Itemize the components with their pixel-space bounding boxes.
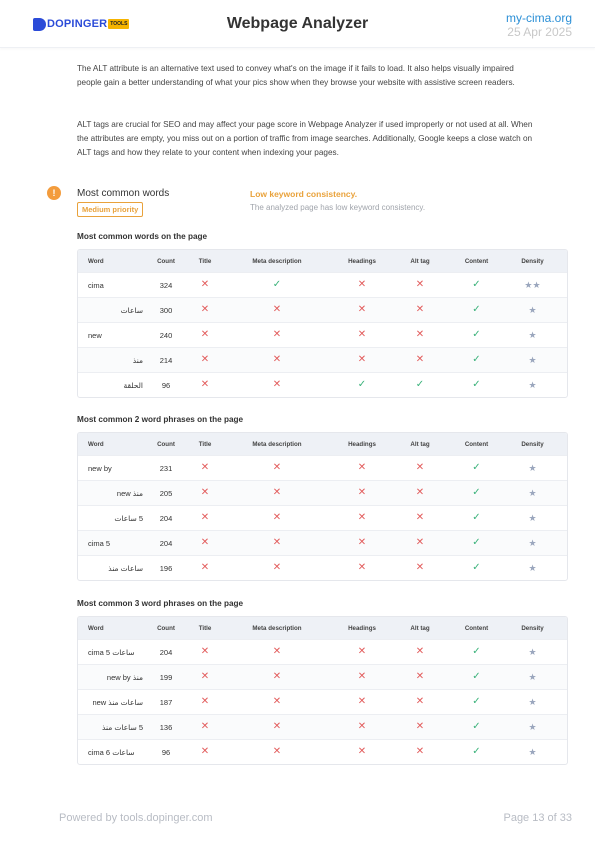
cross-icon: ✕: [415, 304, 425, 315]
cell-content: [449, 563, 504, 573]
cell-count: 214: [159, 355, 173, 365]
table-header-row: [78, 433, 567, 455]
cell-word: 5 ساعات: [114, 513, 143, 523]
cross-icon: ✕: [357, 721, 367, 732]
cell-count: 240: [159, 330, 173, 340]
column-header-word: Word: [88, 624, 104, 632]
cell-density: [504, 723, 561, 732]
cell-headings: [333, 697, 391, 707]
cross-icon: ✕: [200, 646, 210, 657]
cell-content: [449, 305, 504, 315]
cross-icon: ✕: [415, 512, 425, 523]
cell-content: [449, 722, 504, 732]
cell-meta-description: [221, 280, 333, 290]
cell-word: cima 5 ساعات: [88, 647, 135, 657]
cell-headings: [333, 305, 391, 315]
cross-icon: ✕: [200, 746, 210, 757]
cell-alt-tag: [391, 647, 449, 657]
table-row: [78, 739, 567, 764]
table-row: [78, 639, 567, 664]
check-icon: ✓: [472, 562, 481, 573]
column-header-alt-tag: Alt tag: [410, 257, 430, 265]
keyword-consistency-title: Low keyword consistency.: [250, 189, 358, 199]
page-header: [0, 0, 595, 48]
cell-density: [504, 673, 561, 682]
cross-icon: ✕: [415, 487, 425, 498]
cross-icon: ✕: [272, 487, 282, 498]
check-icon: ✓: [472, 646, 481, 657]
footer-powered-by[interactable]: Powered by tools.dopinger.com: [59, 812, 213, 824]
intro-paragraph-2: ALT tags are crucial for SEO and may affect your page score in Webpage Analyzer if used improperly or not used at all. When the attributes are empty, you miss out on a portion of traffic from image searches. Additionally, Google keeps a close watch on ALT tags and how they relate to your content when indexing your pages.: [77, 120, 533, 157]
cell-word: ساعات منذ: [108, 563, 143, 573]
cell-density: [504, 306, 561, 315]
check-icon: ✓: [472, 354, 481, 365]
cell-meta-description: [221, 355, 333, 365]
cross-icon: ✕: [200, 487, 210, 498]
cross-icon: ✕: [415, 746, 425, 757]
cell-count: 204: [159, 513, 173, 523]
cross-icon: ✕: [200, 379, 210, 390]
footer-page-number: Page 13 of 33: [503, 812, 572, 824]
check-icon: ✓: [472, 487, 481, 498]
column-header-content: Content: [464, 440, 489, 448]
cell-count: 204: [159, 538, 173, 548]
cell-title: [189, 280, 221, 290]
cell-content: [449, 513, 504, 523]
cell-density: [504, 381, 561, 390]
column-header-title: Title: [198, 624, 212, 632]
cell-meta-description: [221, 538, 333, 548]
cell-alt-tag: [391, 355, 449, 365]
cross-icon: ✕: [200, 329, 210, 340]
cell-content: [449, 747, 504, 757]
cell-density: [504, 464, 561, 473]
cell-alt-tag: [391, 697, 449, 707]
section-title: Most common words: [77, 188, 170, 199]
cross-icon: ✕: [200, 537, 210, 548]
cell-word: cima 6 ساعات: [88, 747, 135, 757]
table-row: [78, 714, 567, 739]
cell-content: [449, 488, 504, 498]
cell-alt-tag: [391, 280, 449, 290]
cell-title: [189, 647, 221, 657]
column-header-headings: Headings: [348, 624, 376, 632]
star-icon: ★: [528, 354, 537, 365]
cell-word: new: [88, 330, 102, 340]
column-header-count: Count: [157, 624, 175, 632]
cell-alt-tag: [391, 722, 449, 732]
cross-icon: ✕: [357, 329, 367, 340]
cell-content: [449, 330, 504, 340]
table-row: [78, 530, 567, 555]
cross-icon: ✕: [272, 304, 282, 315]
star-icon: ★: [528, 721, 537, 732]
cell-meta-description: [221, 647, 333, 657]
page-title: Webpage Analyzer: [226, 15, 369, 32]
cross-icon: ✕: [200, 721, 210, 732]
star-icon: ★: [528, 696, 537, 707]
cell-alt-tag: [391, 488, 449, 498]
cross-icon: ✕: [357, 462, 367, 473]
cell-title: [189, 722, 221, 732]
cell-title: [189, 380, 221, 390]
cell-count: 96: [161, 380, 171, 390]
column-header-density: Density: [521, 440, 544, 448]
cell-count: 96: [161, 747, 171, 757]
report-date: 25 Apr 2025: [507, 25, 572, 39]
cross-icon: ✕: [272, 354, 282, 365]
table-row: [78, 555, 567, 580]
cross-icon: ✕: [272, 329, 282, 340]
table-heading-3-word: Most common 3 word phrases on the page: [77, 599, 244, 608]
cell-headings: [333, 463, 391, 473]
column-header-headings: Headings: [348, 440, 376, 448]
table-row: [78, 505, 567, 530]
column-header-count: Count: [157, 257, 175, 265]
column-header-word: Word: [88, 440, 104, 448]
cell-count: 187: [159, 697, 173, 707]
star-icon: ★: [528, 746, 537, 757]
cell-word: منذ new: [116, 488, 143, 498]
cross-icon: ✕: [415, 721, 425, 732]
cell-density: [504, 648, 561, 657]
cell-count: 205: [159, 488, 173, 498]
cross-icon: ✕: [415, 462, 425, 473]
cross-icon: ✕: [272, 721, 282, 732]
cell-count: 324: [159, 280, 173, 290]
cell-word: cima 5: [88, 538, 111, 548]
cell-title: [189, 355, 221, 365]
table-3-word-phrases: [77, 616, 568, 765]
check-icon: ✓: [472, 696, 481, 707]
cross-icon: ✕: [415, 354, 425, 365]
cell-meta-description: [221, 463, 333, 473]
cell-meta-description: [221, 488, 333, 498]
cell-headings: [333, 488, 391, 498]
star-icon: ★: [528, 462, 537, 473]
check-icon: ✓: [472, 512, 481, 523]
column-header-headings: Headings: [348, 257, 376, 265]
cell-alt-tag: [391, 672, 449, 682]
cell-meta-description: [221, 380, 333, 390]
cell-title: [189, 488, 221, 498]
cell-meta-description: [221, 697, 333, 707]
table-heading-2-word: Most common 2 word phrases on the page: [77, 415, 244, 424]
column-header-alt-tag: Alt tag: [410, 440, 430, 448]
star-icon: ★: [528, 379, 537, 390]
cell-headings: [333, 380, 391, 390]
table-header-row: [78, 250, 567, 272]
check-icon: ✓: [472, 304, 481, 315]
star-icon: ★: [528, 512, 537, 523]
cell-title: [189, 538, 221, 548]
cross-icon: ✕: [200, 671, 210, 682]
cell-title: [189, 513, 221, 523]
cell-count: 204: [159, 647, 173, 657]
cross-icon: ✕: [415, 696, 425, 707]
cell-density: [504, 564, 561, 573]
cross-icon: ✕: [200, 279, 210, 290]
column-header-title: Title: [198, 440, 212, 448]
check-icon: ✓: [472, 537, 481, 548]
cell-alt-tag: [391, 330, 449, 340]
cell-title: [189, 305, 221, 315]
site-link[interactable]: my-cima.org: [505, 11, 572, 25]
star-icon: ★: [528, 304, 537, 315]
star-icon: ★: [528, 329, 537, 340]
table-row: [78, 480, 567, 505]
check-icon: ✓: [472, 329, 481, 340]
cell-word: ساعات: [120, 305, 143, 315]
cell-meta-description: [221, 563, 333, 573]
cross-icon: ✕: [357, 512, 367, 523]
cell-meta-description: [221, 305, 333, 315]
cell-meta-description: [221, 513, 333, 523]
cell-content: [449, 672, 504, 682]
cross-icon: ✕: [357, 746, 367, 757]
cell-density: [504, 489, 561, 498]
cross-icon: ✕: [415, 329, 425, 340]
table-row: [78, 297, 567, 322]
star-icon: ★: [528, 562, 537, 573]
cell-headings: [333, 513, 391, 523]
column-header-content: Content: [464, 257, 489, 265]
cell-headings: [333, 538, 391, 548]
check-icon: ✓: [472, 379, 481, 390]
cross-icon: ✕: [415, 671, 425, 682]
star-icon: ★: [528, 646, 537, 657]
cell-word: cima: [88, 280, 104, 290]
cell-headings: [333, 647, 391, 657]
cell-density: [504, 331, 561, 340]
cross-icon: ✕: [415, 646, 425, 657]
cell-word: ساعات منذ new: [92, 697, 143, 707]
cross-icon: ✕: [272, 512, 282, 523]
cell-word: منذ: [132, 355, 143, 365]
cell-word: 5 ساعات منذ: [102, 722, 143, 732]
cell-headings: [333, 330, 391, 340]
check-icon: ✓: [472, 721, 481, 732]
cross-icon: ✕: [200, 696, 210, 707]
table-common-words: [77, 249, 568, 398]
cell-headings: [333, 672, 391, 682]
cross-icon: ✕: [357, 562, 367, 573]
check-icon: ✓: [415, 379, 425, 390]
intro-paragraph-1: The ALT attribute is an alternative text used to convey what's on the image if it fails to load. It also helps visually impaired people gain a better understanding of what your pics show when they browse your website with assistive screen readers.: [77, 64, 515, 87]
check-icon: ✓: [472, 671, 481, 682]
star-icon: ★: [528, 537, 537, 548]
keyword-consistency-desc: The analyzed page has low keyword consistency.: [250, 203, 426, 212]
table-2-word-phrases: [77, 432, 568, 581]
cell-content: [449, 355, 504, 365]
cell-headings: [333, 563, 391, 573]
cell-density: [504, 539, 561, 548]
cell-title: [189, 697, 221, 707]
cross-icon: ✕: [272, 379, 282, 390]
cell-count: 136: [159, 722, 173, 732]
cross-icon: ✕: [272, 562, 282, 573]
star-icon: ★★: [524, 279, 541, 290]
cross-icon: ✕: [415, 537, 425, 548]
check-icon: ✓: [472, 279, 481, 290]
cell-density: [504, 748, 561, 757]
cross-icon: ✕: [415, 279, 425, 290]
cell-headings: [333, 280, 391, 290]
column-header-meta-description: Meta description: [252, 440, 302, 448]
table-row: [78, 689, 567, 714]
cell-title: [189, 747, 221, 757]
cross-icon: ✕: [272, 746, 282, 757]
cell-density: [504, 698, 561, 707]
warning-icon: !: [47, 186, 61, 200]
cross-icon: ✕: [357, 304, 367, 315]
column-header-alt-tag: Alt tag: [410, 624, 430, 632]
cell-title: [189, 330, 221, 340]
cross-icon: ✕: [200, 512, 210, 523]
table-row: [78, 272, 567, 297]
cell-word: منذ new by: [106, 672, 143, 682]
column-header-meta-description: Meta description: [252, 624, 302, 632]
check-icon: ✓: [472, 462, 481, 473]
table-row: [78, 322, 567, 347]
cell-count: 231: [159, 463, 173, 473]
logo-text: DOPINGER: [47, 18, 108, 30]
cell-alt-tag: [391, 563, 449, 573]
cell-alt-tag: [391, 513, 449, 523]
column-header-content: Content: [464, 624, 489, 632]
star-icon: ★: [528, 671, 537, 682]
cell-title: [189, 563, 221, 573]
cross-icon: ✕: [357, 537, 367, 548]
column-header-density: Density: [521, 624, 544, 632]
logo-badge: TOOLS: [110, 21, 128, 27]
cell-title: [189, 463, 221, 473]
cross-icon: ✕: [272, 646, 282, 657]
cell-alt-tag: [391, 538, 449, 548]
cross-icon: ✕: [272, 462, 282, 473]
table-header-row: [78, 617, 567, 639]
table-row: [78, 664, 567, 689]
cross-icon: ✕: [357, 646, 367, 657]
cell-count: 199: [159, 672, 173, 682]
cell-alt-tag: [391, 380, 449, 390]
table-row: [78, 455, 567, 480]
cell-meta-description: [221, 330, 333, 340]
table-row: [78, 347, 567, 372]
cell-meta-description: [221, 672, 333, 682]
cross-icon: ✕: [200, 562, 210, 573]
cross-icon: ✕: [357, 279, 367, 290]
cell-word: new by: [88, 463, 112, 473]
cell-count: 300: [159, 305, 173, 315]
cross-icon: ✕: [272, 671, 282, 682]
cell-meta-description: [221, 747, 333, 757]
cell-count: 196: [159, 563, 173, 573]
cell-content: [449, 647, 504, 657]
column-header-title: Title: [198, 257, 212, 265]
table-heading-words: Most common words on the page: [77, 232, 208, 241]
cross-icon: ✕: [357, 671, 367, 682]
cross-icon: ✕: [200, 462, 210, 473]
cross-icon: ✕: [357, 487, 367, 498]
cell-title: [189, 672, 221, 682]
column-header-count: Count: [157, 440, 175, 448]
column-header-density: Density: [521, 257, 544, 265]
column-header-meta-description: Meta description: [252, 257, 302, 265]
cross-icon: ✕: [200, 304, 210, 315]
priority-badge: Medium priority: [77, 202, 143, 217]
cell-content: [449, 538, 504, 548]
check-icon: ✓: [272, 279, 282, 290]
cell-alt-tag: [391, 305, 449, 315]
cell-density: [504, 356, 561, 365]
cross-icon: ✕: [272, 537, 282, 548]
cell-content: [449, 280, 504, 290]
cross-icon: ✕: [200, 354, 210, 365]
cell-headings: [333, 355, 391, 365]
cell-headings: [333, 722, 391, 732]
column-header-word: Word: [88, 257, 104, 265]
cell-content: [449, 380, 504, 390]
cell-headings: [333, 747, 391, 757]
cross-icon: ✕: [415, 562, 425, 573]
cross-icon: ✕: [357, 696, 367, 707]
table-row: [78, 372, 567, 397]
cell-content: [449, 697, 504, 707]
check-icon: ✓: [472, 746, 481, 757]
cell-meta-description: [221, 722, 333, 732]
check-icon: ✓: [357, 379, 367, 390]
cell-word: الحلقة: [123, 380, 143, 390]
cross-icon: ✕: [357, 354, 367, 365]
cell-alt-tag: [391, 747, 449, 757]
star-icon: ★: [528, 487, 537, 498]
cell-alt-tag: [391, 463, 449, 473]
cell-content: [449, 463, 504, 473]
cross-icon: ✕: [272, 696, 282, 707]
cell-density: [504, 514, 561, 523]
cell-density: [504, 281, 561, 290]
